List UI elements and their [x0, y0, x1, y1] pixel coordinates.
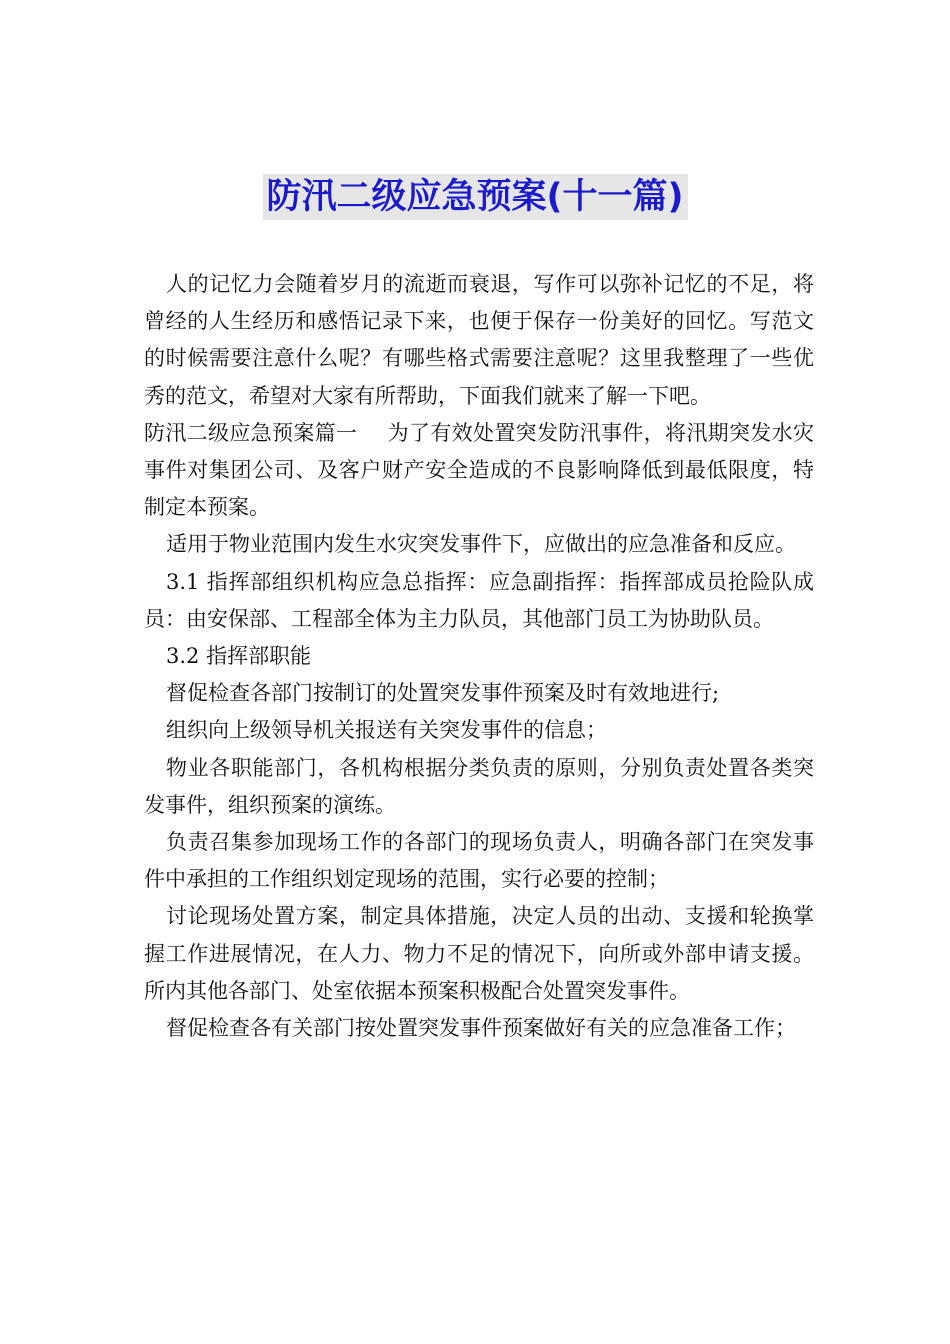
paragraph-3-1 [144, 564, 814, 638]
paragraph-intro [144, 266, 814, 415]
paragraph-section-one [144, 415, 814, 527]
paragraph-duty-6 [144, 1010, 814, 1047]
paragraph-text: 3.1 指挥部组织机构应急总指挥：应急副指挥：指挥部成员抢险队成员：由安保部、工程部全体为主力队员，其他部门员工为协助队员。 [144, 569, 814, 631]
section-heading: 防汛二级应急预案篇一 [144, 420, 358, 445]
document-body [144, 266, 814, 1047]
paragraph-duty-2 [144, 712, 814, 749]
paragraph-text: 人的记忆力会随着岁月的流逝而衰退，写作可以弥补记忆的不足，将曾经的人生经历和感悟记录下来，也便于保存一份美好的回忆。写范文的时候需要注意什么呢？有哪些格式需要注意呢？这里我整理了一些优秀的范文，希望对大家有所帮助，下面我们就来了解一下吧。 [144, 272, 814, 408]
paragraph-text: 组织向上级领导机关报送有关突发事件的信息； [166, 718, 607, 743]
paragraph-duty-3 [144, 750, 814, 824]
paragraph-scope [144, 526, 814, 563]
paragraph-3-2 [144, 638, 814, 675]
paragraph-text: 督促检查各有关部门按处置突发事件预案做好有关的应急准备工作； [166, 1016, 796, 1041]
paragraph-text: 讨论现场处置方案，制定具体措施，决定人员的出动、支援和轮换掌握工作进展情况，在人力、物力不足的情况下，向所或外部申请支援。所内其他各部门、处室依据本预案积极配合处置突发事件。 [144, 904, 814, 1003]
paragraph-text: 物业各职能部门，各机构根据分类负责的原则，分别负责处置各类突发事件，组织预案的演练。 [144, 755, 814, 817]
paragraph-text: 3.2 指挥部职能 [166, 644, 312, 669]
paragraph-text: 适用于物业范围内发生水灾突发事件下，应做出的应急准备和反应。 [166, 532, 796, 557]
paragraph-duty-1 [144, 675, 814, 712]
title-container [0, 174, 950, 220]
paragraph-text: 负责召集参加现场工作的各部门的现场负责人，明确各部门在突发事件中承担的工作组织划定现场的范围，实行必要的控制； [144, 830, 814, 892]
paragraph-text: 督促检查各部门按制订的处置突发事件预案及时有效地进行; [166, 681, 720, 706]
document-title: 防汛二级应急预案(十一篇) [263, 174, 688, 220]
paragraph-duty-5 [144, 898, 814, 1010]
paragraph-duty-4 [144, 824, 814, 898]
paragraph-text: 为了有效处置突发防汛事件，将汛期突发水灾事件对集团公司、及客户财产安全造成的不良影响降低到最低限度，特制定本预案。 [144, 420, 815, 520]
